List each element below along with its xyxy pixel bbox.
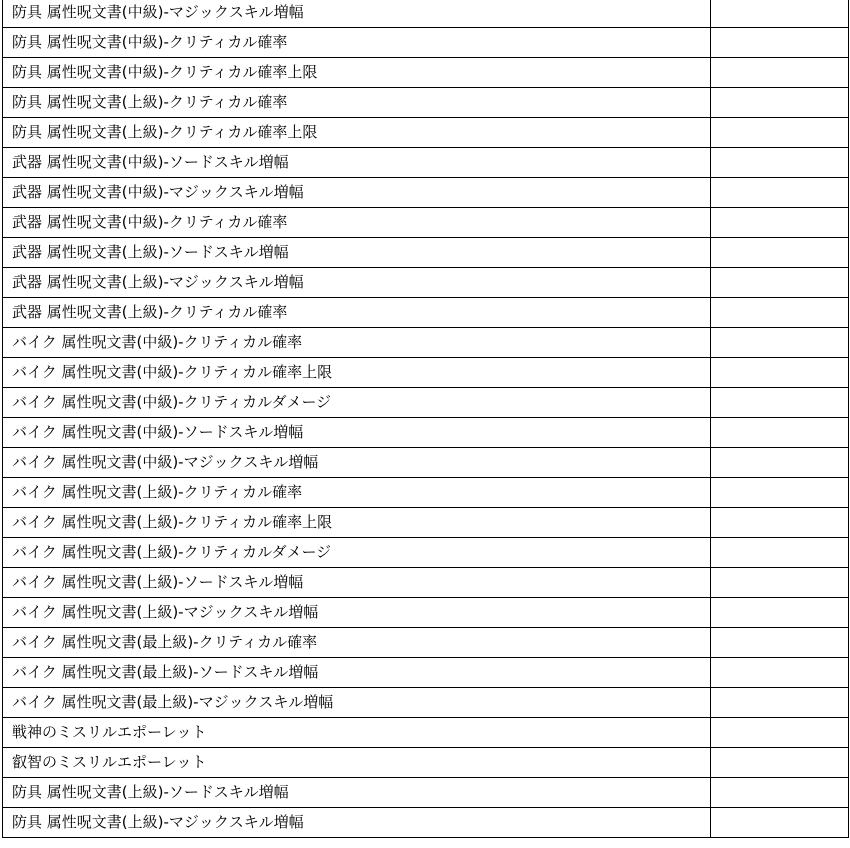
table-row xyxy=(3,178,849,208)
table-row xyxy=(3,88,849,118)
table-row xyxy=(3,448,849,478)
empty-value-cell[interactable] xyxy=(711,358,849,388)
empty-value-cell[interactable] xyxy=(711,598,849,628)
empty-value-cell[interactable] xyxy=(711,778,849,808)
table-row xyxy=(3,598,849,628)
item-name-cell[interactable]: 叡智のミスリルエポーレット xyxy=(3,748,711,778)
table-row xyxy=(3,358,849,388)
empty-value-cell[interactable] xyxy=(711,508,849,538)
item-name-cell[interactable]: 防具 属性呪文書(中級)-クリティカル確率 xyxy=(3,28,711,58)
empty-value-cell[interactable] xyxy=(711,148,849,178)
item-name-cell[interactable]: バイク 属性呪文書(中級)-マジックスキル増幅 xyxy=(3,448,711,478)
item-name-cell[interactable]: バイク 属性呪文書(最上級)-クリティカル確率 xyxy=(3,628,711,658)
table-row xyxy=(3,538,849,568)
empty-value-cell[interactable] xyxy=(711,298,849,328)
item-name-cell[interactable]: 防具 属性呪文書(中級)-マジックスキル増幅 xyxy=(3,0,711,28)
empty-value-cell[interactable] xyxy=(711,538,849,568)
table-row xyxy=(3,568,849,598)
empty-value-cell[interactable] xyxy=(711,118,849,148)
table-row xyxy=(3,208,849,238)
empty-value-cell[interactable] xyxy=(711,58,849,88)
empty-value-cell[interactable] xyxy=(711,628,849,658)
empty-value-cell[interactable] xyxy=(711,688,849,718)
item-name-cell[interactable]: 防具 属性呪文書(上級)-クリティカル確率上限 xyxy=(3,118,711,148)
item-name-cell[interactable]: 防具 属性呪文書(上級)-マジックスキル増幅 xyxy=(3,808,711,838)
item-name-cell[interactable]: バイク 属性呪文書(中級)-ソードスキル増幅 xyxy=(3,418,711,448)
empty-value-cell[interactable] xyxy=(711,268,849,298)
item-name-cell[interactable]: 武器 属性呪文書(上級)-ソードスキル増幅 xyxy=(3,238,711,268)
empty-value-cell[interactable] xyxy=(711,238,849,268)
empty-value-cell[interactable] xyxy=(711,418,849,448)
item-name-cell[interactable]: 武器 属性呪文書(上級)-マジックスキル増幅 xyxy=(3,268,711,298)
item-name-cell[interactable]: バイク 属性呪文書(上級)-クリティカル確率 xyxy=(3,478,711,508)
item-name-cell[interactable]: バイク 属性呪文書(中級)-クリティカルダメージ xyxy=(3,388,711,418)
item-name-cell[interactable]: バイク 属性呪文書(上級)-ソードスキル増幅 xyxy=(3,568,711,598)
table-row xyxy=(3,268,849,298)
table-row xyxy=(3,508,849,538)
empty-value-cell[interactable] xyxy=(711,28,849,58)
empty-value-cell[interactable] xyxy=(711,718,849,748)
empty-value-cell[interactable] xyxy=(711,568,849,598)
empty-value-cell[interactable] xyxy=(711,478,849,508)
item-name-cell[interactable]: 武器 属性呪文書(中級)-クリティカル確率 xyxy=(3,208,711,238)
empty-value-cell[interactable] xyxy=(711,178,849,208)
table-row xyxy=(3,808,849,838)
item-name-cell[interactable]: バイク 属性呪文書(中級)-クリティカル確率 xyxy=(3,328,711,358)
table-row xyxy=(3,748,849,778)
item-name-cell[interactable]: 防具 属性呪文書(中級)-クリティカル確率上限 xyxy=(3,58,711,88)
empty-value-cell[interactable] xyxy=(711,448,849,478)
table-row xyxy=(3,118,849,148)
item-name-cell[interactable]: バイク 属性呪文書(上級)-クリティカル確率上限 xyxy=(3,508,711,538)
table-row xyxy=(3,388,849,418)
item-name-cell[interactable]: 防具 属性呪文書(上級)-ソードスキル増幅 xyxy=(3,778,711,808)
item-table xyxy=(2,0,849,838)
table-row xyxy=(3,0,849,28)
empty-value-cell[interactable] xyxy=(711,748,849,778)
item-name-cell[interactable]: バイク 属性呪文書(上級)-マジックスキル増幅 xyxy=(3,598,711,628)
table-row xyxy=(3,718,849,748)
table-row xyxy=(3,148,849,178)
item-name-cell[interactable]: 武器 属性呪文書(中級)-マジックスキル増幅 xyxy=(3,178,711,208)
item-name-cell[interactable]: 防具 属性呪文書(上級)-クリティカル確率 xyxy=(3,88,711,118)
table-row xyxy=(3,418,849,448)
table-row xyxy=(3,298,849,328)
table-row xyxy=(3,658,849,688)
item-name-cell[interactable]: 戦神のミスリルエポーレット xyxy=(3,718,711,748)
empty-value-cell[interactable] xyxy=(711,88,849,118)
item-name-cell[interactable]: 武器 属性呪文書(中級)-ソードスキル増幅 xyxy=(3,148,711,178)
item-name-cell[interactable]: バイク 属性呪文書(中級)-クリティカル確率上限 xyxy=(3,358,711,388)
table-row xyxy=(3,778,849,808)
table-row xyxy=(3,28,849,58)
table-row xyxy=(3,688,849,718)
table-row xyxy=(3,478,849,508)
item-table-body xyxy=(3,0,849,838)
table-row xyxy=(3,328,849,358)
item-name-cell[interactable]: バイク 属性呪文書(最上級)-マジックスキル増幅 xyxy=(3,688,711,718)
item-name-cell[interactable]: バイク 属性呪文書(最上級)-ソードスキル増幅 xyxy=(3,658,711,688)
item-name-cell[interactable]: バイク 属性呪文書(上級)-クリティカルダメージ xyxy=(3,538,711,568)
empty-value-cell[interactable] xyxy=(711,328,849,358)
empty-value-cell[interactable] xyxy=(711,658,849,688)
table-row xyxy=(3,58,849,88)
item-name-cell[interactable]: 武器 属性呪文書(上級)-クリティカル確率 xyxy=(3,298,711,328)
empty-value-cell[interactable] xyxy=(711,208,849,238)
table-row xyxy=(3,628,849,658)
table-row xyxy=(3,238,849,268)
empty-value-cell[interactable] xyxy=(711,0,849,28)
empty-value-cell[interactable] xyxy=(711,808,849,838)
empty-value-cell[interactable] xyxy=(711,388,849,418)
